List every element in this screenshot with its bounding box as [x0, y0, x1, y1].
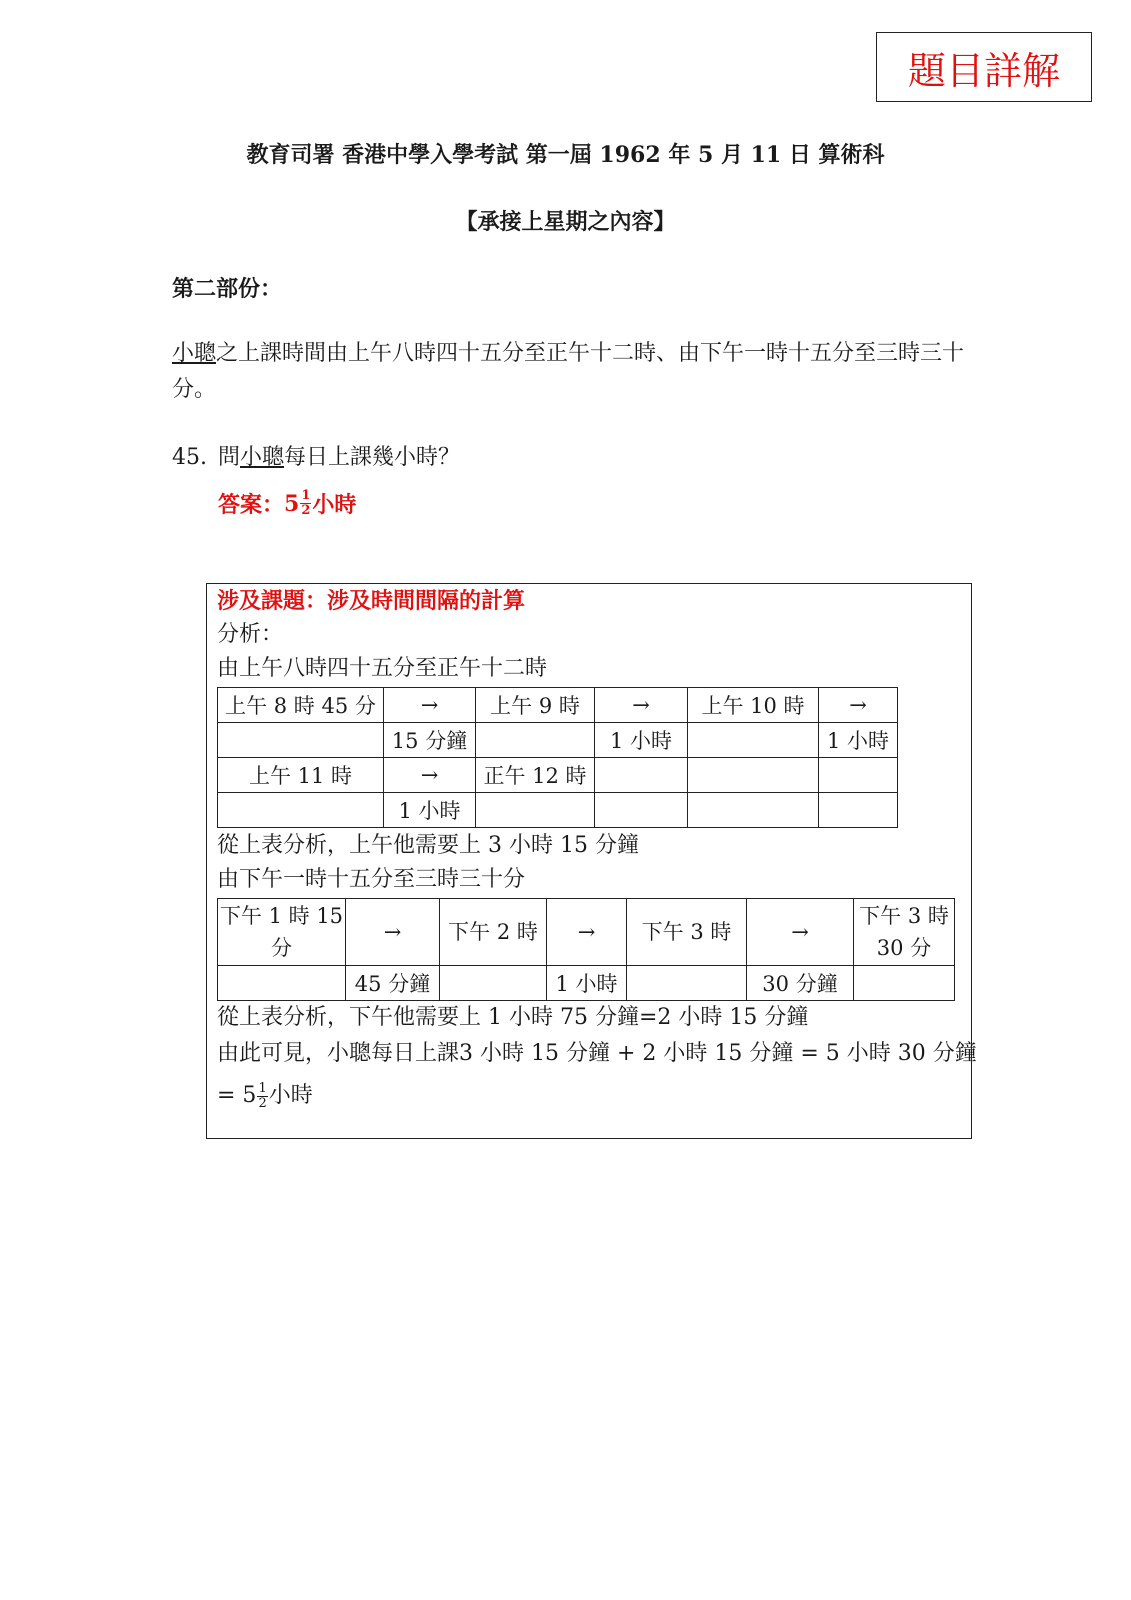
answer-whole: 5	[284, 490, 300, 517]
table-cell: 15 分鐘	[384, 723, 476, 758]
table-cell	[854, 966, 955, 1001]
table-cell	[688, 758, 819, 793]
table-row	[218, 688, 898, 723]
question-passage	[172, 336, 972, 408]
table-cell: 下午 1 時 15 分	[218, 899, 346, 966]
final-unit: 小時	[268, 1083, 313, 1108]
passage-text: 之上課時間由上午八時四十五分至正午十二時、由下午一時十五分至三時三十分。	[172, 341, 965, 402]
table-cell: 上午 11 時	[218, 758, 384, 793]
section-heading: 第二部份：	[172, 276, 283, 302]
table-cell	[819, 793, 898, 828]
table-cell: 下午 3 時	[627, 899, 747, 966]
table-cell: 正午 12 時	[476, 758, 595, 793]
table-cell	[688, 723, 819, 758]
arrow-cell: →	[819, 688, 898, 723]
answer-unit: 小時	[312, 492, 357, 518]
table-cell: 上午 8 時 45 分	[218, 688, 384, 723]
question-suffix: 每日上課幾小時？	[284, 445, 461, 470]
question-prefix: 問	[218, 445, 241, 470]
pm-range-text: 由下午一時十五分至三時三十分	[217, 867, 526, 892]
table-cell	[688, 793, 819, 828]
question-45	[172, 440, 460, 471]
pm-summary: 從上表分析，下午他需要上 1 小時 75 分鐘=2 小時 15 分鐘	[217, 1005, 809, 1030]
table-cell	[595, 758, 688, 793]
answer	[218, 488, 356, 519]
table-row	[218, 723, 898, 758]
table-cell	[595, 793, 688, 828]
table-cell	[476, 723, 595, 758]
final-answer	[217, 1080, 313, 1112]
am-summary: 從上表分析，上午他需要上 3 小時 15 分鐘	[217, 833, 639, 858]
arrow-cell: →	[346, 899, 440, 966]
table-cell	[218, 793, 384, 828]
table-cell: 45 分鐘	[346, 966, 440, 1001]
table-cell: 1 小時	[819, 723, 898, 758]
final-prefix: = 5	[217, 1083, 257, 1108]
arrow-cell: →	[747, 899, 854, 966]
analysis-label: 分析：	[217, 622, 284, 647]
table-cell: 上午 9 時	[476, 688, 595, 723]
table-cell	[627, 966, 747, 1001]
table-row	[218, 758, 898, 793]
table-cell	[819, 758, 898, 793]
am-range-text: 由上午八時四十五分至正午十二時	[217, 656, 548, 681]
question-name: 小聰	[240, 445, 285, 470]
topic-heading: 涉及課題：涉及時間間隔的計算	[217, 588, 526, 614]
final-fraction	[257, 1082, 267, 1111]
conclusion: 由此可見，小聰每日上課3 小時 15 分鐘 + 2 小時 15 分鐘 = 5 小時 30 分鐘	[217, 1041, 977, 1066]
table-cell: 1 小時	[384, 793, 476, 828]
answer-denominator: 2	[301, 503, 311, 518]
table-cell: 下午 2 時	[440, 899, 547, 966]
arrow-cell: →	[547, 899, 627, 966]
arrow-cell: →	[595, 688, 688, 723]
table-cell	[218, 966, 346, 1001]
table-cell: 下午 3 時 30 分	[854, 899, 955, 966]
answer-label: 答案：	[218, 492, 285, 518]
table-cell: 1 小時	[595, 723, 688, 758]
continuation-note: 【承接上星期之內容】	[455, 209, 676, 235]
arrow-cell: →	[384, 688, 476, 723]
table-cell	[218, 723, 384, 758]
student-name: 小聰	[172, 341, 217, 366]
table-cell	[476, 793, 595, 828]
table-row	[218, 899, 955, 966]
question-number: 45.	[172, 445, 207, 470]
answer-fraction	[300, 489, 311, 518]
exam-title: 教育司署 香港中學入學考試 第一屆 1962 年 5 月 11 日 算術科	[246, 142, 885, 168]
answer-numerator: 1	[301, 488, 311, 503]
table-cell: 1 小時	[547, 966, 627, 1001]
final-numerator: 1	[258, 1080, 267, 1096]
table-cell: 30 分鐘	[747, 966, 854, 1001]
final-denominator: 2	[258, 1095, 267, 1111]
arrow-cell: →	[384, 758, 476, 793]
table-row	[218, 793, 898, 828]
am-timeline-table	[217, 687, 898, 828]
table-cell: 上午 10 時	[688, 688, 819, 723]
answer-key-stamp: 題目詳解	[876, 32, 1092, 102]
pm-timeline-table	[217, 898, 955, 1001]
table-cell	[440, 966, 547, 1001]
table-row	[218, 966, 955, 1001]
